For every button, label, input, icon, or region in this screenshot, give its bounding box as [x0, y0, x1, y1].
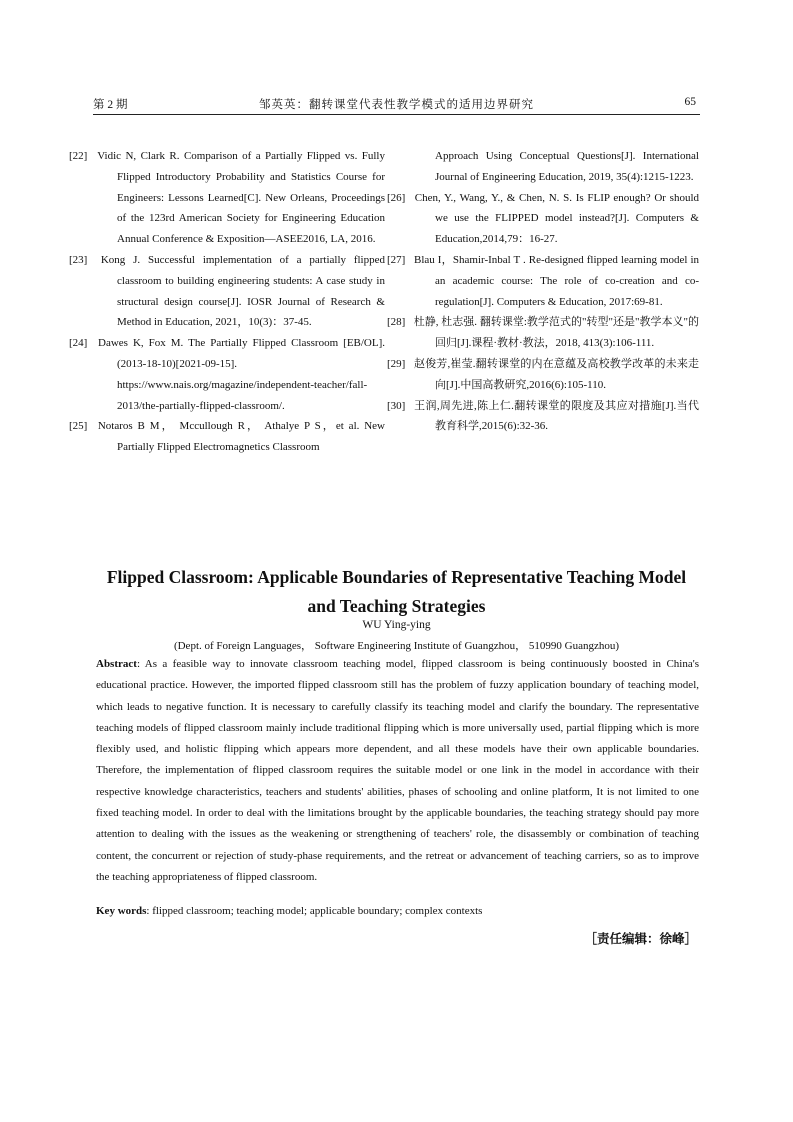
reference-25: [25] Notaros B M， Mccullough R， Athalye P S，et al. New Partially Flipped Electromagnetics Classroom	[69, 420, 385, 454]
reference-30: [30] 王润,周先进,陈上仁.翻转课堂的限度及其应对措施[J].当代教育科学,2015(6):32-36.	[387, 399, 699, 433]
author-name: WU Ying-ying	[362, 619, 431, 631]
reference-text: 王润,周先进,陈上仁.翻转课堂的限度及其应对措施[J].当代教育科学,2015(6):32-36.	[414, 399, 699, 433]
reference-text: Chen, Y., Wang, Y., & Chen, N. S. Is FLIP enough? Or should we use the FLIPPED model instead?[J]. Computers & Education,2014,79：16-27.	[414, 191, 700, 246]
reference-text: Vidic N, Clark R. Comparison of a Partially Flipped vs. Fully Flipped Introductory Probability and Statistics Course for Engineers: Lessons Learned[C]. New Orleans, Proceedings of the 123rd American Society for Engineering Education Annual Conference & Exposition—ASEE2016, LA, 2016.	[97, 150, 385, 246]
responsible-editor: ［责任编辑：徐峰］	[584, 931, 697, 946]
keywords	[96, 905, 699, 917]
reference-text: 赵俊芳,崔莹.翻转课堂的内在意蕴及高校教学改革的未来走向[J].中国高教研究,2016(6):105-110.	[413, 357, 700, 391]
reference-text: Dawes K, Fox M. The Partially Flipped Classroom [EB/OL]. (2013-18-10)[2021-09-15]. https://www.nais.org/magazine/independent-teacher/fall-2013/the-partially-flipped-classroom/.	[98, 337, 386, 412]
reference-29: [29] 赵俊芳,崔莹.翻转课堂的内在意蕴及高校教学改革的未来走向[J].中国高教研究,2016(6):105-110.	[387, 357, 700, 391]
page-header	[93, 94, 700, 114]
reference-23: [23] Kong J. Successful implementation of a partially flipped classroom to building engineering students: A case study in structural design course[J]. IOSR Journal of Research & Method in Education, 2021，10(3)：37-45.	[69, 253, 385, 329]
reference-text: Blau I，Shamir-Inbal T . Re-designed flipped learning model in an academic course: The role of co-creation and co-regulation[J]. Computers & Education, 2017:69-81.	[414, 253, 700, 308]
keywords-text: : flipped classroom; teaching model; applicable boundary; complex contexts	[146, 905, 483, 917]
references-right-column	[387, 146, 700, 437]
reference-22: [22] Vidic N, Clark R. Comparison of a Partially Flipped vs. Fully Flipped Introductory Probability and Statistics Course for Engineers: Lessons Learned[C]. New Orleans, Proceedings of the 123rd American Society for Engineering Education Annual Conference & Exposition—ASEE2016, LA, 2016.	[69, 150, 385, 246]
running-title: 邹英英：翻转课堂代表性教学模式的适用边界研究	[259, 99, 534, 111]
header-rule	[93, 114, 700, 115]
reference-24: [24] Dawes K, Fox M. The Partially Flipped Classroom [EB/OL]. (2013-18-10)[2021-09-15]. https://www.nais.org/magazine/independent-teacher/fall-2013/the-partially-flipped-classroom/.	[69, 337, 386, 412]
reference-28: [28] 杜静, 杜志强. 翻转课堂:教学范式的"转型"还是"教学本义"的回归[J].课程·教材·教法，2018, 413(3):106-111.	[387, 316, 700, 350]
abstract	[96, 654, 699, 888]
abstract-label: Abstract	[96, 658, 137, 670]
article-title: Flipped Classroom: Applicable Boundaries of Representative Teaching Model and Teaching Strategies	[106, 567, 687, 616]
author-affiliation: (Dept. of Foreign Languages， Software Engineering Institute of Guangzhou， 510990 Guangzhou)	[173, 640, 620, 652]
reference-text: 杜静, 杜志强. 翻转课堂:教学范式的"转型"还是"教学本义"的回归[J].课程·教材·教法，2018, 413(3):106-111.	[413, 316, 700, 350]
reference-25-continuation: Approach Using Conceptual Questions[J]. International Journal of Engineering Education, 2019, 35(4):1215-1223.	[435, 150, 699, 183]
reference-27: [27] Blau I，Shamir-Inbal T . Re-designed flipped learning model in an academic course: The role of co-creation and co-regulation[J]. Computers & Education, 2017:69-81.	[387, 253, 700, 308]
reference-text: Kong J. Successful implementation of a partially flipped classroom to building engineering students: A case study in structural design course[J]. IOSR Journal of Research & Method in Education, 2021，10(3)：37-45.	[100, 253, 385, 329]
reference-26: [26] Chen, Y., Wang, Y., & Chen, N. S. Is FLIP enough? Or should we use the FLIPPED model instead?[J]. Computers & Education,2014,79：16-27.	[387, 191, 700, 246]
keywords-label: Key words	[96, 905, 147, 917]
abstract-text: : As a feasible way to innovate classroom teaching model, flipped classroom is being continuously boosted in China's educational practice. However, the imported flipped classroom still has the problem of fuzzy application boundary of teaching model, which leads to negative function. It is necessary to carefully classify its teaching model and clarify the boundary. The representative teaching models of flipped classroom mainly include traditional flipping which is more universally used, partial flipping which is more flexibly used, and holistic flipping which appears more dependent, and all these models have their own applicable boundaries. Therefore, the implementation of flipped classroom requires the suitable model or one link in the model in accordance with their respective knowledge characteristics, teachers and students' abilities, phases of schooling and online platform, It is not limited to one fixed teaching model. In order to deal with the limitations brought by the applicable boundaries, the teaching strategy should pay more attention to dealing with the issues as the weakening or strengthening of teachers' role, the disassembly or combination of teaching content, the concurrent or rejection of study-phase requirements, and the retreat or advancement of teaching carriers, so as to improve the teaching appropriateness of flipped classroom.	[96, 658, 699, 883]
references-left-column	[69, 146, 386, 458]
issue-number: 第 2 期	[93, 99, 128, 111]
reference-text: Notaros B M， Mccullough R， Athalye P S，et al. New Partially Flipped Electromagnetics Classroom	[97, 420, 385, 454]
page-number: 65	[684, 96, 696, 108]
